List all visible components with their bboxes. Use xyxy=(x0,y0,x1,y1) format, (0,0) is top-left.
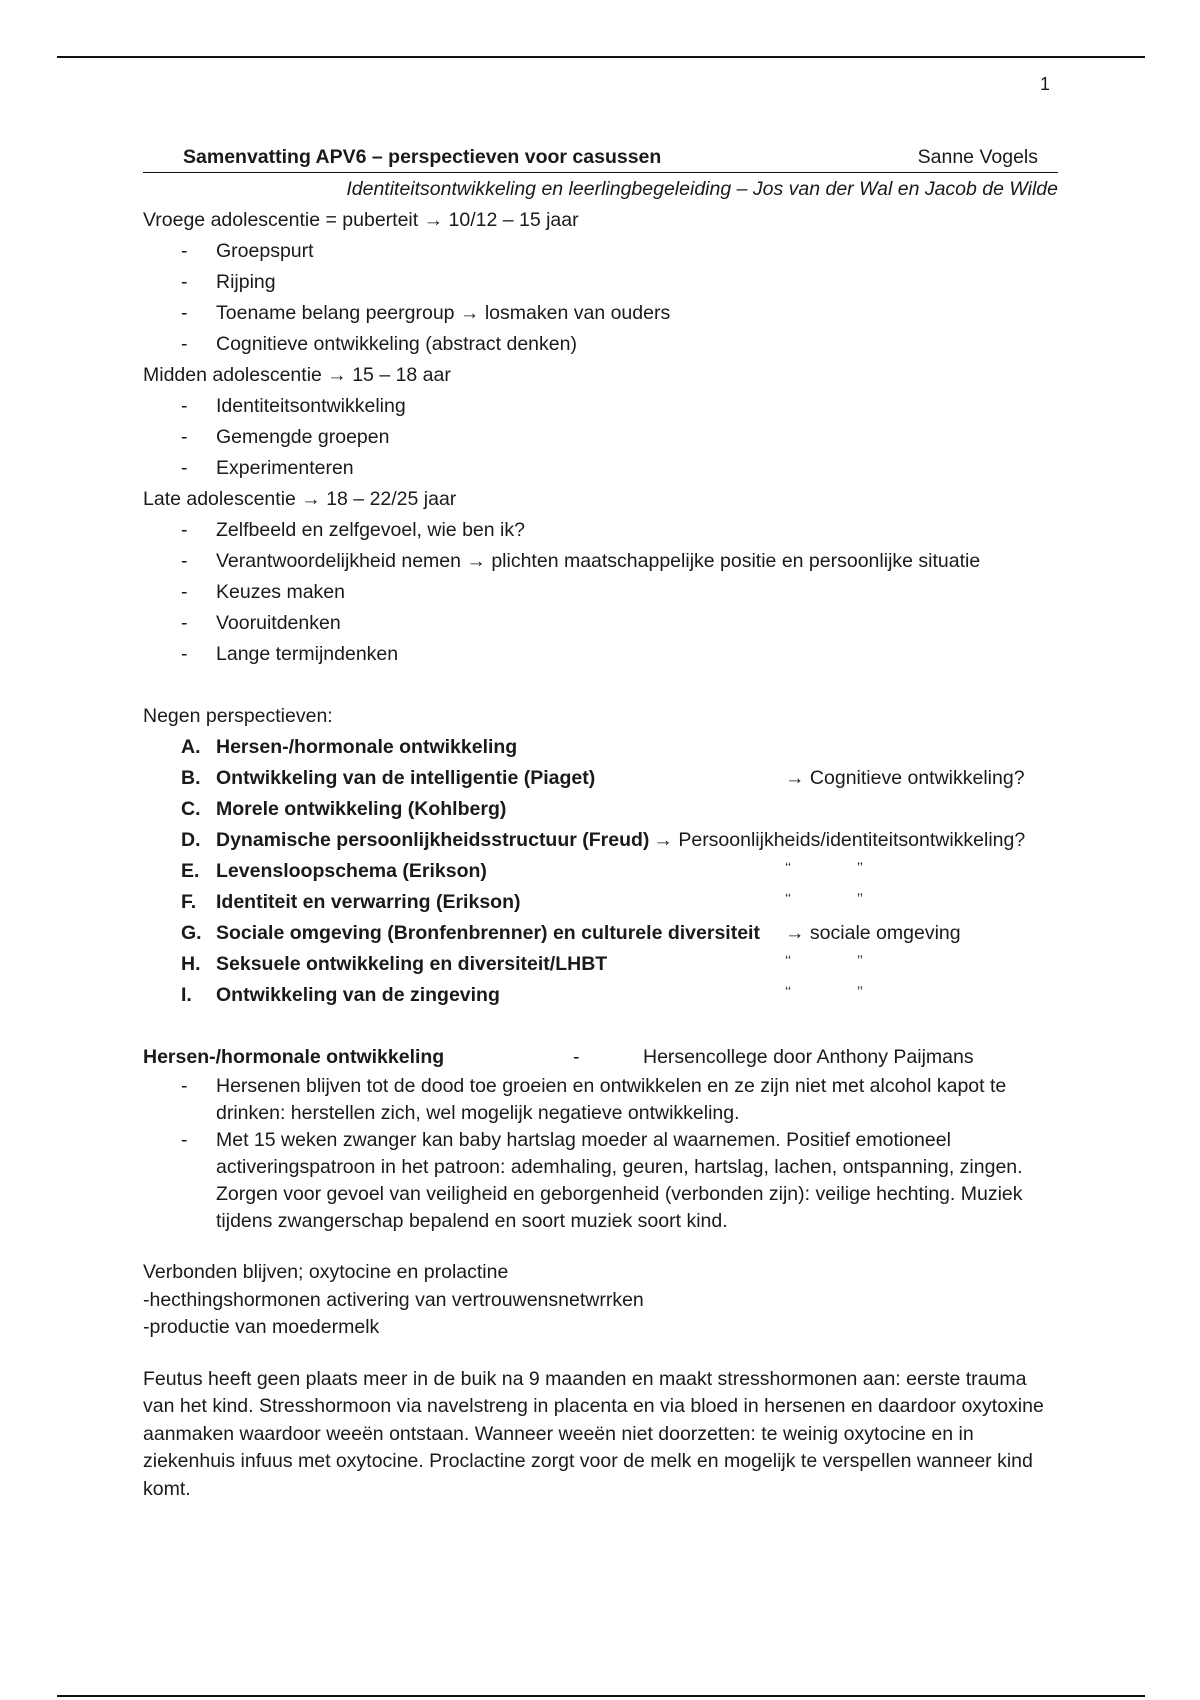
document-author: Sanne Vogels xyxy=(917,146,1038,168)
phase-heading: Late adolescentie → 18 – 22/25 jaar xyxy=(143,488,457,510)
list-item: - Verantwoordelijkheid nemen → plichten maatschappelijke positie en persoonlijke situatie xyxy=(181,550,981,572)
document-header xyxy=(143,142,1058,173)
bonding-line: Verbonden blijven; oxytocine en prolactine xyxy=(143,1261,509,1283)
phase-heading: Midden adolescentie → 15 – 18 aar xyxy=(143,364,451,386)
page-number: 1 xyxy=(1040,74,1051,94)
perspective-item: A. Hersen-/hormonale ontwikkeling xyxy=(181,736,518,758)
list-item: - Vooruitdenken xyxy=(181,612,341,634)
perspective-item: F. Identiteit en verwarring (Erikson) ‘‘ ’’ xyxy=(143,887,1058,918)
perspective-note: → Cognitieve ontwikkeling? xyxy=(785,767,1025,789)
perspective-item: D. Dynamische persoonlijkheidsstructuur (Freud) → Persoonlijkheids/identiteitsontwikkeling? xyxy=(143,825,1058,856)
perspective-item: C. Morele ontwikkeling (Kohlberg) xyxy=(181,798,507,820)
list-item: - Keuzes maken xyxy=(181,581,345,603)
perspectives-heading: Negen perspectieven: xyxy=(143,705,333,727)
ditto-marks: ‘‘ ’’ xyxy=(785,983,863,999)
list-item: - Toename belang peergroup → losmaken van ouders xyxy=(181,302,671,324)
body-paragraph: Feutus heeft geen plaats meer in de buik na 9 maanden en maakt stresshormonen aan: eerste trauma van het kind. Stresshormoon via navelstreng in placenta en via bloed in hersenen en daardoor oxytoxine aanmaken waardoor weeën ontstaan. Wanneer weeën niet doorzetten: te weinig oxytocine en in ziekenhuis infuus met oxytocine. Proclactine zorgt voor de melk en mogelijk te verspellen wanneer kind komt. xyxy=(143,1367,1044,1500)
list-item: - Lange termijndenken xyxy=(181,643,399,665)
list-item: - Groepspurt xyxy=(181,240,314,262)
document-title: Samenvatting APV6 – perspectieven voor casussen xyxy=(183,146,662,168)
top-rule xyxy=(57,56,1145,58)
section-heading-row: Hersen-/hormonale ontwikkeling - Hersencollege door Anthony Paijmans xyxy=(143,1042,1058,1073)
list-item: - Zelfbeeld en zelfgevoel, wie ben ik? xyxy=(181,519,525,541)
phase-heading: Vroege adolescentie = puberteit → 10/12 – 15 jaar xyxy=(143,209,579,231)
list-item: - Experimenteren xyxy=(181,457,354,479)
list-item: - Hersenen blijven tot de dood toe groeien en ontwikkelen en ze zijn niet met alcohol kapot te drinken: herstellen zich, wel mogelijk negatieve ontwikkeling. xyxy=(181,1075,1007,1124)
document-body xyxy=(143,142,1058,1503)
bonding-line: -hecthingshormonen activering van vertrouwensnetwrrken xyxy=(143,1288,644,1311)
perspective-item: I. Ontwikkeling van de zingeving ‘‘ ’’ xyxy=(143,980,1058,1011)
list-item: - Identiteitsontwikkeling xyxy=(181,395,406,417)
list-item: - Rijping xyxy=(181,271,276,293)
perspective-item: H. Seksuele ontwikkeling en diversiteit/LHBT ‘‘ ’’ xyxy=(143,949,1058,980)
perspective-note: → Persoonlijkheids/identiteitsontwikkeling? xyxy=(653,829,1026,851)
ditto-marks: ‘‘ ’’ xyxy=(785,890,863,906)
section-source: Hersencollege door Anthony Paijmans xyxy=(643,1046,974,1068)
section-heading: Hersen-/hormonale ontwikkeling xyxy=(143,1046,445,1068)
list-item: - Met 15 weken zwanger kan baby hartslag moeder al waarnemen. Positief emotioneel activeringspatroon in het patroon: ademhaling, geuren, hartslag, lachen, ontspanning, zingen. Zorgen voor gevoel van veiligheid en geborgenheid (verbonden zijn): veilige hechting. Muziek tijdens zwangerschap bepalend en soort muziek soort kind. xyxy=(181,1129,1023,1232)
bonding-line: -productie van moedermelk xyxy=(143,1316,380,1338)
ditto-marks: ‘‘ ’’ xyxy=(785,859,863,875)
perspective-item: G. Sociale omgeving (Bronfenbrenner) en culturele diversiteit → sociale omgeving xyxy=(143,918,1058,949)
list-item: - Cognitieve ontwikkeling (abstract denken) xyxy=(181,333,577,355)
ditto-marks: ‘‘ ’’ xyxy=(785,952,863,968)
list-item: - Gemengde groepen xyxy=(181,426,390,448)
perspective-note: → sociale omgeving xyxy=(785,922,961,944)
document-subtitle: Identiteitsontwikkeling en leerlingbegeleiding – Jos van der Wal en Jacob de Wilde xyxy=(346,178,1058,200)
bottom-rule xyxy=(57,1695,1145,1697)
perspective-item: E. Levensloopschema (Erikson) ‘‘ ’’ xyxy=(143,856,1058,887)
perspective-item: B. Ontwikkeling van de intelligentie (Piaget) → Cognitieve ontwikkeling? xyxy=(143,763,1058,794)
